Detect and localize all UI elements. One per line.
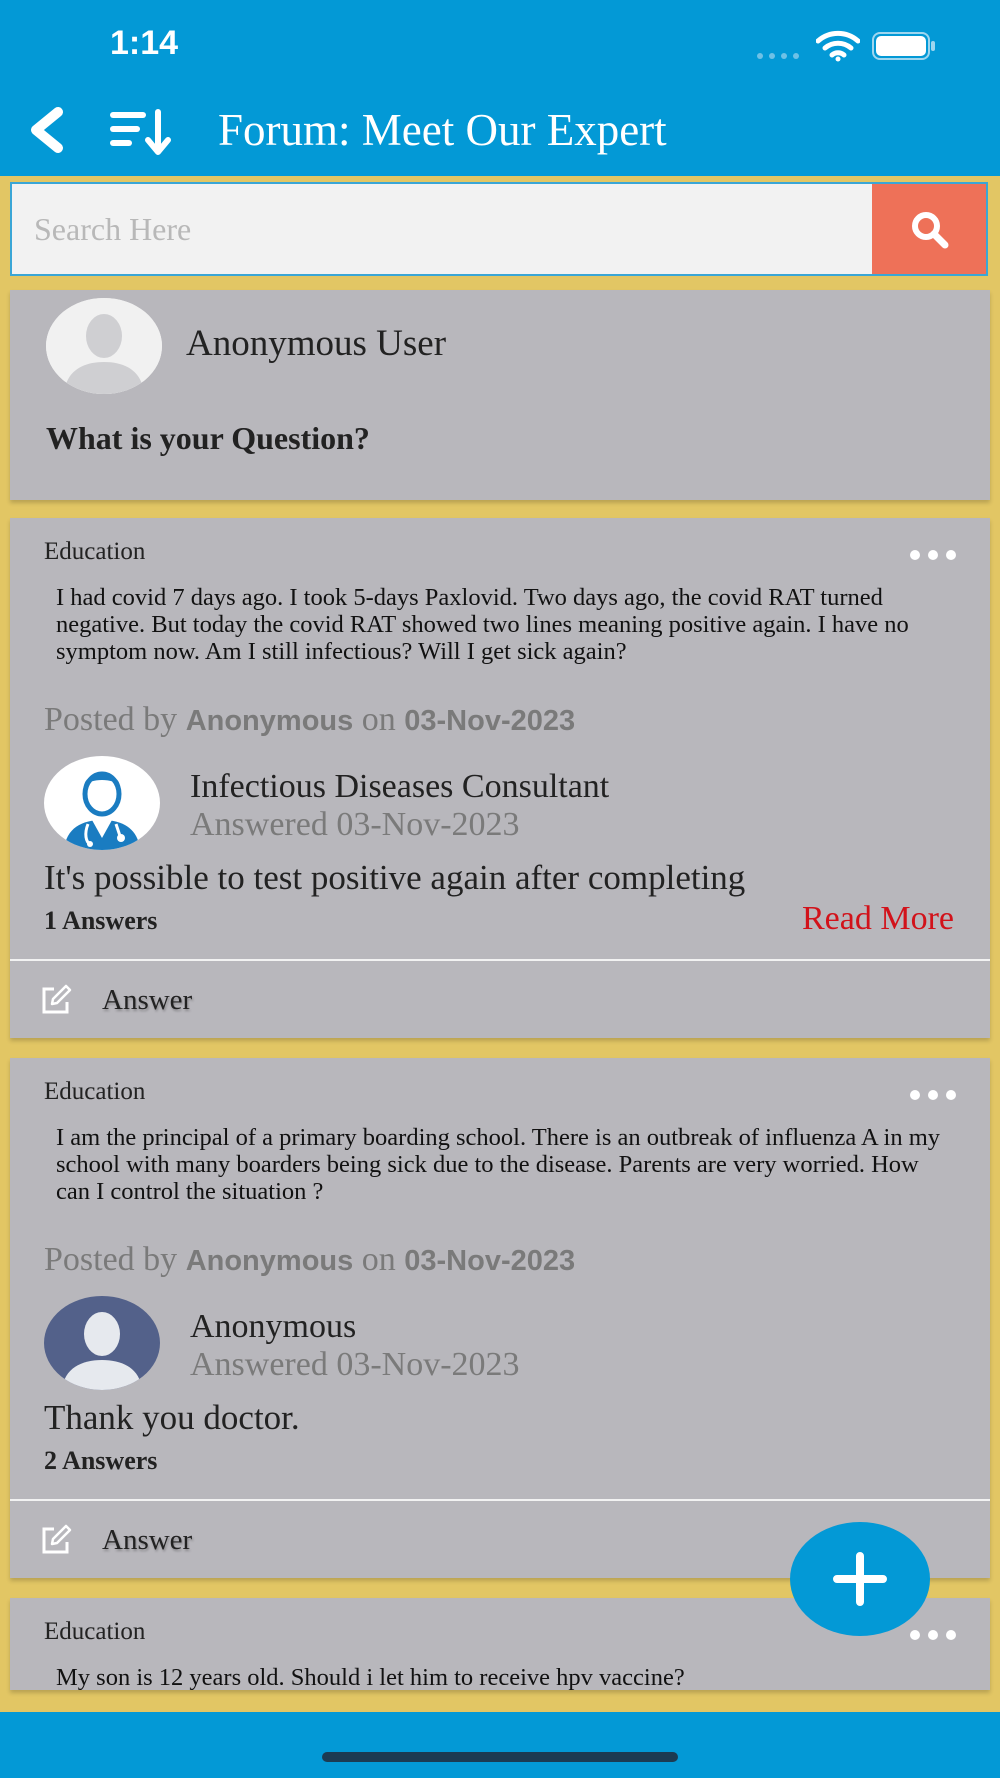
page-title: Forum: Meet Our Expert [218, 105, 667, 155]
answered-date: Answered 03-Nov-2023 [190, 806, 520, 843]
post-card[interactable] [10, 1058, 990, 1578]
add-question-button[interactable] [790, 1522, 930, 1636]
status-time: 1:14 [110, 24, 179, 62]
wifi-icon [816, 30, 860, 62]
search-input[interactable] [12, 184, 874, 274]
plus-icon [832, 1552, 888, 1606]
battery-icon [872, 32, 936, 60]
doctor-icon [44, 756, 160, 850]
answerer-avatar [44, 756, 160, 850]
person-placeholder-icon [44, 1296, 160, 1390]
post-category: Education [44, 1618, 146, 1645]
answer-button[interactable] [38, 980, 258, 1022]
post-question[interactable]: I had covid 7 days ago. I took 5-days Paxlovid. Two days ago, the covid RAT turned negative. But today the covid RAT showed two lines meaning positive again. I have no symptom now. Am I still infectious? Will I get sick again? [56, 584, 909, 665]
more-options-button[interactable] [908, 1088, 958, 1102]
answer-button-label: Answer [102, 1524, 193, 1556]
ask-user-name: Anonymous User [186, 323, 447, 364]
read-more-link[interactable]: Read More [801, 900, 954, 937]
answerer-avatar [44, 1296, 160, 1390]
answer-preview[interactable]: Thank you doctor. [44, 1398, 300, 1437]
divider [10, 959, 990, 961]
sort-button[interactable] [108, 108, 172, 156]
post-meta [44, 701, 575, 739]
posted-by: Anonymous [185, 1245, 354, 1277]
user-avatar [46, 298, 162, 394]
cellular-signal-icon [756, 52, 804, 60]
more-options-button[interactable] [908, 548, 958, 562]
answer-count: 2 Answers [44, 1446, 158, 1475]
bottom-bar [0, 1712, 1000, 1778]
posted-on-word: on [353, 701, 405, 738]
edit-icon [40, 1524, 72, 1556]
posted-by: Anonymous [185, 705, 354, 737]
top-app-bar [0, 0, 1000, 176]
answered-date: Answered 03-Nov-2023 [190, 1346, 520, 1383]
search-icon [910, 210, 950, 250]
answer-button-label: Answer [102, 984, 193, 1016]
search-button[interactable] [872, 184, 986, 274]
edit-icon [40, 984, 72, 1016]
posted-prefix: Posted by [44, 701, 186, 738]
post-category: Education [44, 1078, 146, 1105]
post-question[interactable]: My son is 12 years old. Should i let him to receive hpv vaccine? [56, 1664, 685, 1691]
posted-date: 03-Nov-2023 [404, 705, 576, 737]
posted-on-word: on [353, 1241, 405, 1278]
post-card[interactable] [10, 518, 990, 1038]
answer-count: 1 Answers [44, 906, 158, 935]
post-question[interactable]: I am the principal of a primary boarding school. There is an outbreak of influenza A in my school with many boarders being sick due to the disease. Parents are very worried. How can I control the situation ? [56, 1124, 941, 1205]
posted-prefix: Posted by [44, 1241, 186, 1278]
ask-question-prompt[interactable]: What is your Question? [46, 420, 370, 456]
answerer-name: Infectious Diseases Consultant [190, 768, 610, 805]
post-category: Education [44, 538, 146, 565]
post-meta [44, 1241, 575, 1279]
more-options-button[interactable] [908, 1628, 958, 1642]
posted-date: 03-Nov-2023 [404, 1245, 576, 1277]
divider [10, 1499, 990, 1501]
answer-button[interactable] [38, 1520, 258, 1562]
ask-question-card[interactable] [10, 290, 990, 500]
back-button[interactable] [26, 106, 68, 154]
person-placeholder-icon [46, 298, 162, 394]
home-indicator[interactable] [322, 1752, 678, 1762]
search-bar [10, 182, 988, 276]
answer-preview[interactable]: It's possible to test positive again after completing [44, 858, 746, 897]
answerer-name: Anonymous [190, 1308, 357, 1345]
